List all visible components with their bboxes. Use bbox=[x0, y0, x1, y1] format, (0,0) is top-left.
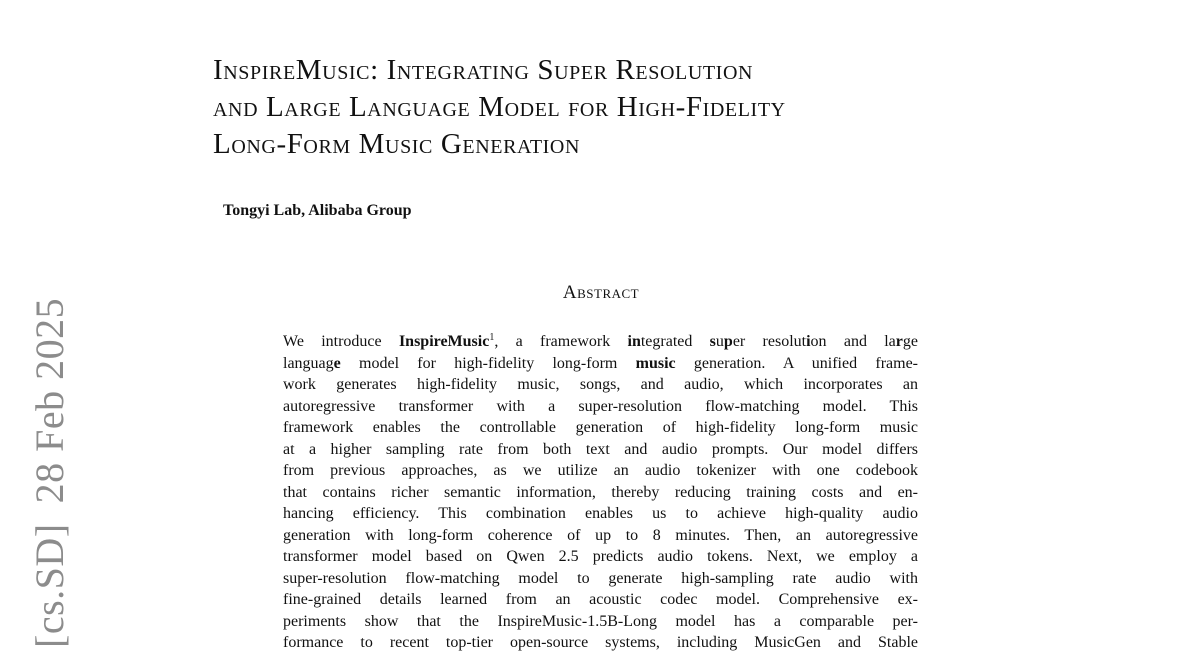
abstract-text: on and la bbox=[810, 333, 896, 350]
abstract-text: er resolut bbox=[732, 333, 807, 350]
footnote-marker[interactable]: 1 bbox=[489, 332, 495, 343]
author-affiliation: Tongyi Lab, Alibaba Group bbox=[223, 202, 412, 219]
abstract-line: work generates high-fidelity music, songs, and audio, which incorporates an bbox=[283, 376, 918, 393]
abstract-line-2 bbox=[283, 353, 918, 375]
title-line-1: InspireMusic: Integrating Super Resolution bbox=[213, 54, 754, 86]
abstract-text: model for high-fidelity long-form bbox=[340, 354, 636, 372]
abstract-line: transformer model based on Qwen 2.5 predicts audio tokens. Next, we employ a bbox=[283, 548, 918, 565]
arxiv-side-stamp bbox=[24, 298, 76, 648]
bold-letters: music bbox=[635, 354, 676, 372]
bold-letters: in bbox=[627, 333, 641, 350]
abstract-text: , a framework bbox=[494, 333, 628, 350]
bold-letters: r bbox=[895, 333, 903, 350]
abstract-body bbox=[283, 331, 918, 654]
bold-model-name: InspireMusic bbox=[398, 333, 490, 350]
bold-letters: p bbox=[723, 333, 733, 350]
abstract-line: at a higher sampling rate from both text and audio prompts. Our model differs bbox=[283, 440, 918, 458]
abstract-text: tegrated bbox=[640, 333, 710, 350]
bold-letters: e bbox=[333, 354, 341, 372]
abstract-line: super-resolution flow-matching model to generate high-sampling rate audio with bbox=[283, 569, 918, 587]
abstract-text: We introduce bbox=[283, 333, 399, 350]
abstract-line: generation with long-form coherence of up to 8 minutes. Then, an autoregressive bbox=[283, 526, 918, 544]
abstract-line: that contains richer semantic information, thereby reducing training costs and en- bbox=[283, 483, 918, 501]
title-line-3: Long-Form Music Generation bbox=[213, 128, 580, 160]
abstract-heading: Abstract bbox=[562, 282, 640, 303]
abstract-line: from previous approaches, as we utilize an audio tokenizer with one codebook bbox=[283, 462, 918, 479]
abstract-text: ge bbox=[902, 333, 919, 350]
arxiv-category: [cs.SD] bbox=[27, 523, 72, 648]
arxiv-date: 28 Feb 2025 bbox=[27, 297, 72, 504]
abstract-line: periments show that the InspireMusic-1.5B-Long model has a comparable per- bbox=[283, 612, 918, 630]
bold-letters: i bbox=[806, 333, 811, 350]
abstract-line: fine-grained details learned from an acoustic codec model. Comprehensive ex- bbox=[283, 591, 918, 608]
abstract-text: languag bbox=[283, 354, 334, 372]
abstract-text: u bbox=[715, 333, 724, 350]
abstract-line-1 bbox=[283, 331, 918, 353]
abstract-line: hancing efficiency. This combination enables us to achieve high-quality audio bbox=[283, 505, 918, 522]
title-line-2: and Large Language Model for High-Fidelity bbox=[213, 91, 786, 123]
abstract-line: framework enables the controllable generation of high-fidelity long-form music bbox=[283, 419, 918, 436]
abstract-line: formance to recent top-tier open-source systems, including MusicGen and Stable bbox=[283, 634, 918, 651]
bold-letters: s bbox=[709, 333, 716, 350]
abstract-text: generation. A unified frame- bbox=[675, 354, 918, 372]
paper-title bbox=[213, 52, 1013, 163]
abstract-line: autoregressive transformer with a super-resolution flow-matching model. This bbox=[283, 397, 918, 415]
